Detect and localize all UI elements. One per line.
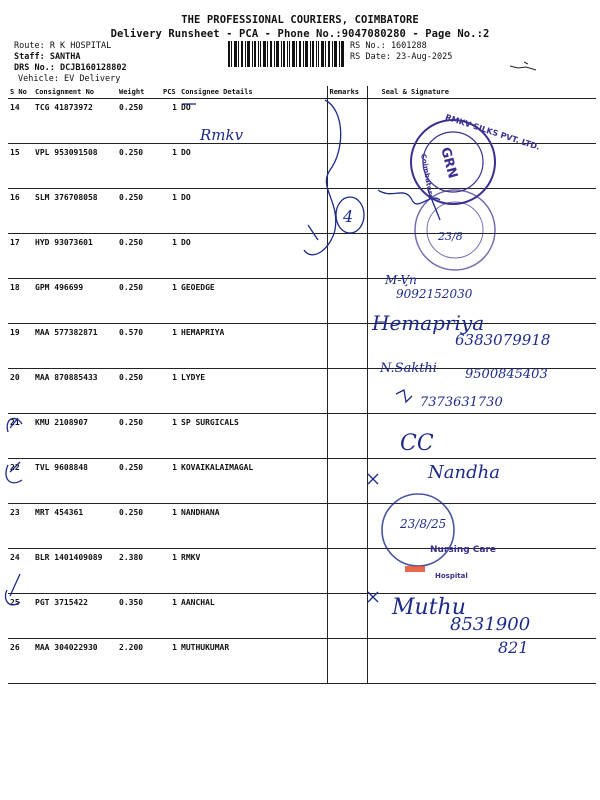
cell-consignee: DO — [179, 99, 327, 144]
cell-sno: 21 — [8, 414, 33, 459]
hand-nsakthi: N.Sakthi — [380, 361, 437, 376]
cell-sno: 17 — [8, 234, 33, 279]
cell-remarks — [327, 459, 367, 504]
cell-weight: 0.250 — [117, 279, 161, 324]
cell-seal — [367, 504, 596, 549]
cell-consignment: MAA 870885433 — [33, 369, 117, 414]
col-weight: Weight — [117, 86, 161, 99]
cell-consignment: MAA 304022930 — [33, 639, 117, 684]
company-title: THE PROFESSIONAL COURIERS, COIMBATORE — [181, 14, 419, 26]
cell-consignment: BLR 1401409089 — [33, 549, 117, 594]
cell-remarks — [327, 594, 367, 639]
cell-remarks — [327, 369, 367, 414]
stamp-rmkv-label: RMKV SILKS PVT. LTD. — [444, 112, 542, 152]
cell-seal — [367, 144, 596, 189]
cell-seal — [367, 594, 596, 639]
table-row — [8, 279, 596, 324]
cell-sno: 15 — [8, 144, 33, 189]
pen-mark-icon — [508, 58, 538, 74]
cell-consignee: DO — [179, 189, 327, 234]
cell-consignee: LYDYE — [179, 369, 327, 414]
cell-weight: 0.250 — [117, 459, 161, 504]
runsheet-title: Delivery Runsheet - PCA - Phone No.:9047080280 - Page No.:2 — [110, 28, 490, 40]
col-consignment: Consignment No — [33, 86, 117, 99]
cell-consignment: PGT 3715422 — [33, 594, 117, 639]
cell-pcs: 1 — [161, 414, 179, 459]
cell-remarks — [327, 504, 367, 549]
hand-821: 821 — [498, 638, 529, 657]
table-row — [8, 369, 596, 414]
cell-consignee: SP SURGICALS — [179, 414, 327, 459]
cell-seal — [367, 324, 596, 369]
cell-consignee: MUTHUKUMAR — [179, 639, 327, 684]
cell-sno: 23 — [8, 504, 33, 549]
staff-label: Staff: SANTHA — [14, 52, 81, 62]
cell-sno: 16 — [8, 189, 33, 234]
cell-seal — [367, 234, 596, 279]
cell-seal — [367, 639, 596, 684]
cell-consignment: TCG 41873972 — [33, 99, 117, 144]
cell-sno: 24 — [8, 549, 33, 594]
table-header — [8, 86, 596, 99]
cell-pcs: 1 — [161, 504, 179, 549]
cell-weight: 0.250 — [117, 189, 161, 234]
cell-sno: 22 — [8, 459, 33, 504]
cell-consignment: GPM 496699 — [33, 279, 117, 324]
cell-seal — [367, 414, 596, 459]
cell-remarks — [327, 279, 367, 324]
cell-weight: 0.250 — [117, 99, 161, 144]
hand-phone1: 9092152030 — [396, 287, 473, 301]
cell-consignee: DO — [179, 234, 327, 279]
cell-consignment: TVL 9608848 — [33, 459, 117, 504]
cell-weight: 0.250 — [117, 369, 161, 414]
cell-weight: 0.570 — [117, 324, 161, 369]
table-row — [8, 234, 596, 279]
stamp-date-label: 23/8 — [438, 230, 463, 243]
hand-nandhana: Nandha — [428, 462, 500, 483]
table-row — [8, 594, 596, 639]
cell-seal — [367, 279, 596, 324]
stamp-city-label: Coimbatore — [419, 153, 435, 200]
cell-consignment: HYD 93073601 — [33, 234, 117, 279]
cell-consignee: NANDHANA — [179, 504, 327, 549]
stamp-date-label-2: 23/8/25 — [400, 517, 447, 531]
hand-mvino: M-V̧n — [385, 273, 417, 287]
cell-consignee: AANCHAL — [179, 594, 327, 639]
vehicle-label: Vehicle: EV Delivery — [18, 74, 121, 84]
hospital-stamp-sub: Hospital — [435, 572, 468, 580]
cell-weight: 0.250 — [117, 504, 161, 549]
cell-pcs: 1 — [161, 459, 179, 504]
col-sno: S No — [8, 86, 33, 99]
cell-remarks — [327, 414, 367, 459]
cell-pcs: 1 — [161, 369, 179, 414]
cell-weight: 0.250 — [117, 144, 161, 189]
cell-sno: 20 — [8, 369, 33, 414]
cell-consignee: KOVAIKALAIMAGAL — [179, 459, 327, 504]
cell-remarks — [327, 99, 367, 144]
cell-pcs: 1 — [161, 144, 179, 189]
cell-pcs: 1 — [161, 99, 179, 144]
table-row — [8, 99, 596, 144]
cell-weight: 2.380 — [117, 549, 161, 594]
hand-hemapriya: Hemapriya — [372, 311, 485, 335]
hospital-stamp-name: Nursing Care — [430, 545, 497, 555]
cell-seal — [367, 369, 596, 414]
stamp-grn-label: GRN — [437, 145, 460, 181]
hand-muthukumar: Muthu — [392, 595, 466, 620]
col-remarks: Remarks — [327, 86, 367, 99]
route-label: Route: R K HOSPITAL — [14, 41, 112, 51]
hand-phone5: 8531900 — [450, 614, 531, 635]
cell-consignment: SLM 376708058 — [33, 189, 117, 234]
cell-seal — [367, 459, 596, 504]
table-row — [8, 639, 596, 684]
table-row — [8, 549, 596, 594]
hand-phone3: 9500845403 — [465, 367, 548, 382]
table-row — [8, 144, 596, 189]
cell-pcs: 1 — [161, 594, 179, 639]
table-row — [8, 459, 596, 504]
hand-four: 4 — [343, 207, 354, 226]
cell-pcs: 1 — [161, 324, 179, 369]
cell-consignment: MAA 577382871 — [33, 324, 117, 369]
cell-weight: 2.200 — [117, 639, 161, 684]
cell-pcs: 1 — [161, 549, 179, 594]
cell-pcs: 1 — [161, 279, 179, 324]
cell-remarks — [327, 639, 367, 684]
table-row — [8, 414, 596, 459]
hand-rmkv: Rmkv — [200, 126, 244, 144]
cell-weight: 0.250 — [117, 414, 161, 459]
cell-sno: 18 — [8, 279, 33, 324]
cell-seal — [367, 99, 596, 144]
cell-consignee: RMKV — [179, 549, 327, 594]
cell-consignee: HEMAPRIYA — [179, 324, 327, 369]
runsheet-table — [8, 86, 596, 684]
cell-weight: 0.250 — [117, 234, 161, 279]
cell-remarks — [327, 324, 367, 369]
cell-consignment: KMU 2108907 — [33, 414, 117, 459]
hand-cc: CC — [400, 431, 434, 456]
barcode — [228, 41, 344, 67]
rs-number: RS No.: 1601288 — [350, 41, 427, 51]
cell-consignment: VPL 953091508 — [33, 144, 117, 189]
cell-pcs: 1 — [161, 639, 179, 684]
col-pcs: PCS — [161, 86, 179, 99]
cell-remarks — [327, 549, 367, 594]
cell-remarks — [327, 234, 367, 279]
cell-consignee: DO — [179, 144, 327, 189]
cell-sno: 25 — [8, 594, 33, 639]
col-seal: Seal & Signature — [367, 86, 596, 99]
cell-sno: 14 — [8, 99, 33, 144]
cell-remarks — [327, 144, 367, 189]
cell-sno: 26 — [8, 639, 33, 684]
rs-date: RS Date: 23-Aug-2025 — [350, 52, 453, 62]
table-row — [8, 324, 596, 369]
hand-phone4: 7373631730 — [420, 395, 503, 410]
cell-seal — [367, 189, 596, 234]
cell-remarks — [327, 189, 367, 234]
cell-sno: 19 — [8, 324, 33, 369]
table-row — [8, 189, 596, 234]
table-row — [8, 504, 596, 549]
hand-phone2: 6383079918 — [455, 331, 551, 349]
cell-pcs: 1 — [161, 189, 179, 234]
cell-seal — [367, 549, 596, 594]
cell-consignment: MRT 454361 — [33, 504, 117, 549]
cell-consignee: GEOEDGE — [179, 279, 327, 324]
drs-number: DRS No.: DCJB160128802 — [14, 63, 127, 73]
cell-pcs: 1 — [161, 234, 179, 279]
cell-weight: 0.350 — [117, 594, 161, 639]
col-consignee: Consignee Details — [179, 86, 327, 99]
